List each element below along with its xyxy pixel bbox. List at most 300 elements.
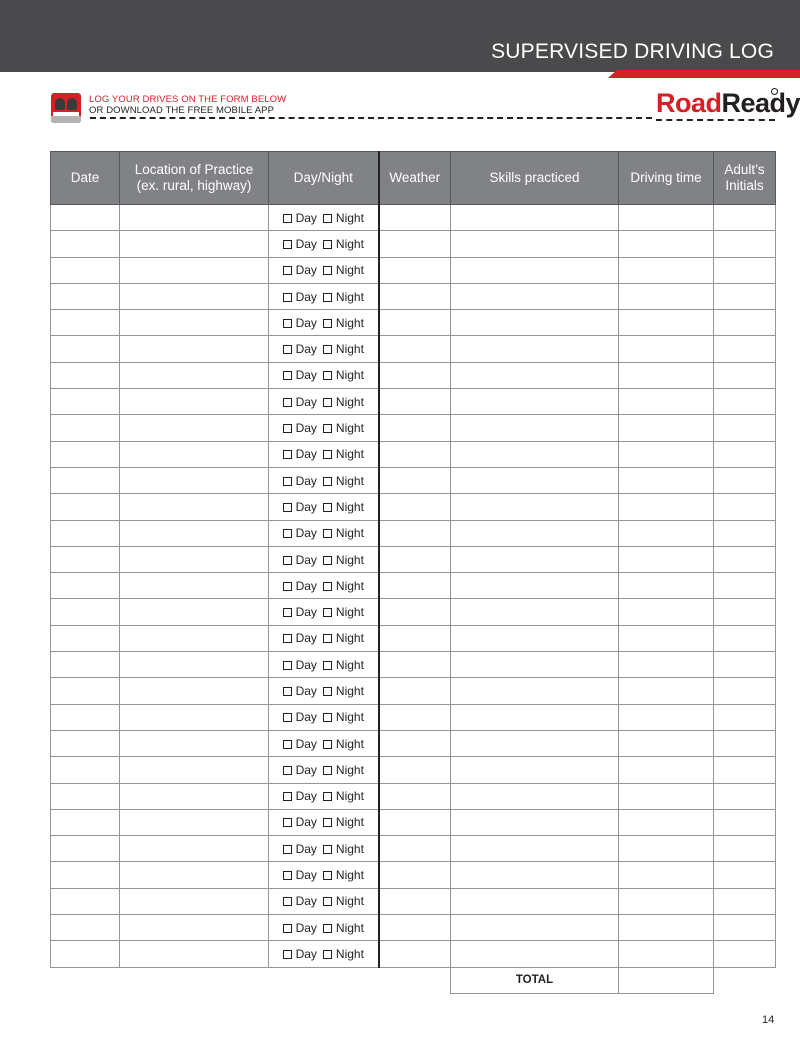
driving-time-cell[interactable] [619, 809, 714, 835]
night-label: Night [335, 894, 364, 909]
driving-time-cell[interactable] [619, 336, 714, 362]
weather-cell[interactable] [379, 862, 451, 888]
table-row [51, 783, 776, 809]
location-cell[interactable] [120, 599, 269, 625]
driving-time-cell[interactable] [619, 231, 714, 257]
skills-cell[interactable] [451, 941, 619, 967]
night-label: Night [335, 368, 364, 383]
day-checkbox[interactable] [283, 214, 292, 223]
day-label: Day [295, 499, 317, 514]
driving-time-cell[interactable] [619, 441, 714, 467]
weather-cell[interactable] [379, 888, 451, 914]
day-label: Day [295, 421, 317, 436]
date-cell[interactable] [51, 310, 120, 336]
night-checkbox[interactable] [323, 398, 332, 407]
driving-time-cell[interactable] [619, 678, 714, 704]
night-checkbox[interactable] [323, 608, 332, 617]
skills-cell[interactable] [451, 730, 619, 756]
location-cell[interactable] [120, 678, 269, 704]
driving-time-cell[interactable] [619, 757, 714, 783]
location-cell[interactable] [120, 467, 269, 493]
date-cell[interactable] [51, 652, 120, 678]
location-cell[interactable] [120, 625, 269, 651]
table-row [51, 520, 776, 546]
skills-cell[interactable] [451, 362, 619, 388]
weather-cell[interactable] [379, 520, 451, 546]
date-cell[interactable] [51, 467, 120, 493]
day-label: Day [295, 552, 317, 567]
day-checkbox[interactable] [283, 950, 292, 959]
driving-time-cell[interactable] [619, 573, 714, 599]
location-cell[interactable] [120, 310, 269, 336]
daynight-cell [269, 389, 379, 415]
initials-cell[interactable] [714, 283, 776, 309]
night-label: Night [335, 447, 364, 462]
weather-cell[interactable] [379, 441, 451, 467]
date-cell[interactable] [51, 205, 120, 231]
daynight-cell [269, 231, 379, 257]
weather-cell[interactable] [379, 336, 451, 362]
skills-cell[interactable] [451, 888, 619, 914]
initials-cell[interactable] [714, 730, 776, 756]
night-checkbox[interactable] [323, 687, 332, 696]
initials-cell[interactable] [714, 467, 776, 493]
location-cell[interactable] [120, 205, 269, 231]
date-cell[interactable] [51, 283, 120, 309]
day-label: Day [295, 789, 317, 804]
initials-cell[interactable] [714, 362, 776, 388]
skills-cell[interactable] [451, 257, 619, 283]
driving-time-cell[interactable] [619, 310, 714, 336]
day-label: Day [295, 631, 317, 646]
skills-cell[interactable] [451, 809, 619, 835]
header-weather: Weather [379, 152, 451, 205]
night-checkbox[interactable] [323, 450, 332, 459]
day-checkbox[interactable] [283, 818, 292, 827]
location-cell[interactable] [120, 783, 269, 809]
initials-cell[interactable] [714, 704, 776, 730]
daynight-cell [269, 336, 379, 362]
date-cell[interactable] [51, 941, 120, 967]
driving-time-cell[interactable] [619, 836, 714, 862]
table-row [51, 257, 776, 283]
driving-time-cell[interactable] [619, 915, 714, 941]
daynight-cell [269, 783, 379, 809]
daynight-cell [269, 888, 379, 914]
date-cell[interactable] [51, 783, 120, 809]
initials-cell[interactable] [714, 809, 776, 835]
night-label: Night [335, 315, 364, 330]
day-checkbox[interactable] [283, 424, 292, 433]
date-cell[interactable] [51, 730, 120, 756]
initials-cell[interactable] [714, 941, 776, 967]
skills-cell[interactable] [451, 546, 619, 572]
skills-cell[interactable] [451, 625, 619, 651]
date-cell[interactable] [51, 836, 120, 862]
driving-time-cell[interactable] [619, 625, 714, 651]
date-cell[interactable] [51, 494, 120, 520]
date-cell[interactable] [51, 915, 120, 941]
location-cell[interactable] [120, 362, 269, 388]
weather-cell[interactable] [379, 389, 451, 415]
night-checkbox[interactable] [323, 818, 332, 827]
driving-time-cell[interactable] [619, 389, 714, 415]
night-label: Night [335, 552, 364, 567]
header-location-line2: (ex. rural, highway) [136, 178, 252, 193]
night-checkbox[interactable] [323, 792, 332, 801]
daynight-cell [269, 520, 379, 546]
night-checkbox[interactable] [323, 924, 332, 933]
location-cell[interactable] [120, 757, 269, 783]
date-cell[interactable] [51, 625, 120, 651]
night-checkbox[interactable] [323, 634, 332, 643]
location-cell[interactable] [120, 809, 269, 835]
location-cell[interactable] [120, 283, 269, 309]
table-row [51, 415, 776, 441]
header-initials-line1: Adult’s [724, 162, 765, 177]
skills-cell[interactable] [451, 783, 619, 809]
night-checkbox[interactable] [323, 319, 332, 328]
weather-cell[interactable] [379, 783, 451, 809]
initials-cell[interactable] [714, 231, 776, 257]
weather-cell[interactable] [379, 467, 451, 493]
location-cell[interactable] [120, 257, 269, 283]
initials-cell[interactable] [714, 757, 776, 783]
night-checkbox[interactable] [323, 661, 332, 670]
day-checkbox[interactable] [283, 845, 292, 854]
day-label: Day [295, 342, 317, 357]
day-label: Day [295, 526, 317, 541]
table-row [51, 231, 776, 257]
initials-cell[interactable] [714, 915, 776, 941]
night-checkbox[interactable] [323, 713, 332, 722]
weather-cell[interactable] [379, 415, 451, 441]
location-cell[interactable] [120, 888, 269, 914]
night-checkbox[interactable] [323, 345, 332, 354]
date-cell[interactable] [51, 257, 120, 283]
daynight-cell [269, 915, 379, 941]
table-row [51, 599, 776, 625]
logo-ready: Ready [721, 88, 800, 118]
day-checkbox[interactable] [283, 293, 292, 302]
driving-time-cell[interactable] [619, 257, 714, 283]
day-checkbox[interactable] [283, 582, 292, 591]
weather-cell[interactable] [379, 205, 451, 231]
skills-cell[interactable] [451, 336, 619, 362]
weather-cell[interactable] [379, 915, 451, 941]
weather-cell[interactable] [379, 809, 451, 835]
night-checkbox[interactable] [323, 740, 332, 749]
weather-cell[interactable] [379, 836, 451, 862]
initials-cell[interactable] [714, 599, 776, 625]
day-checkbox[interactable] [283, 529, 292, 538]
date-cell[interactable] [51, 336, 120, 362]
location-cell[interactable] [120, 652, 269, 678]
weather-cell[interactable] [379, 599, 451, 625]
day-label: Day [295, 736, 317, 751]
night-checkbox[interactable] [323, 556, 332, 565]
driving-time-cell[interactable] [619, 520, 714, 546]
night-checkbox[interactable] [323, 240, 332, 249]
initials-cell[interactable] [714, 546, 776, 572]
table-row [51, 888, 776, 914]
day-checkbox[interactable] [283, 345, 292, 354]
driving-time-cell[interactable] [619, 888, 714, 914]
day-label: Day [295, 578, 317, 593]
skills-cell[interactable] [451, 231, 619, 257]
location-cell[interactable] [120, 915, 269, 941]
day-label: Day [295, 315, 317, 330]
night-checkbox[interactable] [323, 529, 332, 538]
day-checkbox[interactable] [283, 266, 292, 275]
day-checkbox[interactable] [283, 371, 292, 380]
skills-cell[interactable] [451, 915, 619, 941]
daynight-cell [269, 599, 379, 625]
night-checkbox[interactable] [323, 897, 332, 906]
night-checkbox[interactable] [323, 266, 332, 275]
weather-cell[interactable] [379, 704, 451, 730]
day-checkbox[interactable] [283, 450, 292, 459]
day-checkbox[interactable] [283, 398, 292, 407]
skills-cell[interactable] [451, 389, 619, 415]
weather-cell[interactable] [379, 494, 451, 520]
initials-cell[interactable] [714, 520, 776, 546]
date-cell[interactable] [51, 362, 120, 388]
night-label: Night [335, 789, 364, 804]
promo-line-1: LOG YOUR DRIVES ON THE FORM BELOW [89, 94, 287, 105]
location-cell[interactable] [120, 231, 269, 257]
initials-cell[interactable] [714, 836, 776, 862]
location-cell[interactable] [120, 546, 269, 572]
weather-cell[interactable] [379, 310, 451, 336]
weather-cell[interactable] [379, 941, 451, 967]
initials-cell[interactable] [714, 652, 776, 678]
night-checkbox[interactable] [323, 293, 332, 302]
day-checkbox[interactable] [283, 687, 292, 696]
skills-cell[interactable] [451, 757, 619, 783]
location-cell[interactable] [120, 862, 269, 888]
day-label: Day [295, 236, 317, 251]
weather-cell[interactable] [379, 678, 451, 704]
date-cell[interactable] [51, 809, 120, 835]
initials-cell[interactable] [714, 783, 776, 809]
night-label: Night [335, 762, 364, 777]
initials-cell[interactable] [714, 310, 776, 336]
night-checkbox[interactable] [323, 214, 332, 223]
weather-cell[interactable] [379, 573, 451, 599]
day-checkbox[interactable] [283, 661, 292, 670]
location-cell[interactable] [120, 494, 269, 520]
daynight-cell [269, 362, 379, 388]
date-cell[interactable] [51, 678, 120, 704]
date-cell[interactable] [51, 546, 120, 572]
day-checkbox[interactable] [283, 319, 292, 328]
skills-cell[interactable] [451, 573, 619, 599]
night-checkbox[interactable] [323, 477, 332, 486]
weather-cell[interactable] [379, 652, 451, 678]
table-row [51, 757, 776, 783]
driving-time-cell[interactable] [619, 862, 714, 888]
day-checkbox[interactable] [283, 871, 292, 880]
day-checkbox[interactable] [283, 766, 292, 775]
driving-time-cell[interactable] [619, 494, 714, 520]
day-label: Day [295, 815, 317, 830]
day-label: Day [295, 368, 317, 383]
driving-time-cell[interactable] [619, 205, 714, 231]
table-row [51, 652, 776, 678]
initials-cell[interactable] [714, 441, 776, 467]
date-cell[interactable] [51, 415, 120, 441]
driving-time-cell[interactable] [619, 415, 714, 441]
day-checkbox[interactable] [283, 897, 292, 906]
location-cell[interactable] [120, 573, 269, 599]
location-cell[interactable] [120, 415, 269, 441]
daynight-cell [269, 257, 379, 283]
skills-cell[interactable] [451, 862, 619, 888]
weather-cell[interactable] [379, 257, 451, 283]
night-checkbox[interactable] [323, 503, 332, 512]
weather-cell[interactable] [379, 231, 451, 257]
date-cell[interactable] [51, 862, 120, 888]
skills-cell[interactable] [451, 520, 619, 546]
date-cell[interactable] [51, 573, 120, 599]
night-label: Night [335, 868, 364, 883]
day-label: Day [295, 473, 317, 488]
location-cell[interactable] [120, 441, 269, 467]
table-row [51, 494, 776, 520]
driving-time-cell[interactable] [619, 652, 714, 678]
day-checkbox[interactable] [283, 634, 292, 643]
table-row [51, 625, 776, 651]
initials-cell[interactable] [714, 625, 776, 651]
skills-cell[interactable] [451, 310, 619, 336]
daynight-cell [269, 809, 379, 835]
date-cell[interactable] [51, 704, 120, 730]
registered-mark-icon [771, 88, 778, 95]
daynight-cell [269, 205, 379, 231]
location-cell[interactable] [120, 389, 269, 415]
skills-cell[interactable] [451, 704, 619, 730]
weather-cell[interactable] [379, 362, 451, 388]
skills-cell[interactable] [451, 283, 619, 309]
location-cell[interactable] [120, 836, 269, 862]
location-cell[interactable] [120, 336, 269, 362]
night-label: Night [335, 526, 364, 541]
weather-cell[interactable] [379, 283, 451, 309]
date-cell[interactable] [51, 231, 120, 257]
logo-road: Road [656, 88, 722, 118]
night-checkbox[interactable] [323, 371, 332, 380]
day-checkbox[interactable] [283, 556, 292, 565]
driving-time-cell[interactable] [619, 467, 714, 493]
table-row [51, 862, 776, 888]
weather-cell[interactable] [379, 757, 451, 783]
location-cell[interactable] [120, 704, 269, 730]
driving-time-cell[interactable] [619, 283, 714, 309]
table-row [51, 836, 776, 862]
initials-cell[interactable] [714, 257, 776, 283]
daynight-cell [269, 494, 379, 520]
location-cell[interactable] [120, 941, 269, 967]
skills-cell[interactable] [451, 652, 619, 678]
initials-cell[interactable] [714, 389, 776, 415]
skills-cell[interactable] [451, 599, 619, 625]
weather-cell[interactable] [379, 625, 451, 651]
date-cell[interactable] [51, 757, 120, 783]
night-checkbox[interactable] [323, 845, 332, 854]
daynight-cell [269, 310, 379, 336]
initials-cell[interactable] [714, 494, 776, 520]
skills-cell[interactable] [451, 836, 619, 862]
night-checkbox[interactable] [323, 424, 332, 433]
driving-time-cell[interactable] [619, 730, 714, 756]
date-cell[interactable] [51, 599, 120, 625]
skills-cell[interactable] [451, 441, 619, 467]
night-checkbox[interactable] [323, 766, 332, 775]
date-cell[interactable] [51, 441, 120, 467]
day-label: Day [295, 946, 317, 961]
day-checkbox[interactable] [283, 740, 292, 749]
skills-cell[interactable] [451, 205, 619, 231]
skills-cell[interactable] [451, 467, 619, 493]
car-seats-icon [51, 93, 81, 123]
day-checkbox[interactable] [283, 792, 292, 801]
driving-time-cell[interactable] [619, 783, 714, 809]
night-checkbox[interactable] [323, 582, 332, 591]
location-cell[interactable] [120, 730, 269, 756]
initials-cell[interactable] [714, 336, 776, 362]
location-cell[interactable] [120, 520, 269, 546]
initials-cell[interactable] [714, 573, 776, 599]
total-spacer-end [714, 967, 776, 993]
day-checkbox[interactable] [283, 924, 292, 933]
day-checkbox[interactable] [283, 713, 292, 722]
date-cell[interactable] [51, 520, 120, 546]
night-checkbox[interactable] [323, 871, 332, 880]
table-row [51, 389, 776, 415]
driving-time-cell[interactable] [619, 599, 714, 625]
night-label: Night [335, 946, 364, 961]
day-checkbox[interactable] [283, 477, 292, 486]
night-label: Night [335, 236, 364, 251]
initials-cell[interactable] [714, 888, 776, 914]
weather-cell[interactable] [379, 546, 451, 572]
initials-cell[interactable] [714, 678, 776, 704]
initials-cell[interactable] [714, 862, 776, 888]
header-skills: Skills practiced [451, 152, 619, 205]
skills-cell[interactable] [451, 678, 619, 704]
date-cell[interactable] [51, 389, 120, 415]
skills-cell[interactable] [451, 494, 619, 520]
day-checkbox[interactable] [283, 503, 292, 512]
initials-cell[interactable] [714, 205, 776, 231]
night-label: Night [335, 394, 364, 409]
roadready-logo [656, 88, 800, 119]
weather-cell[interactable] [379, 730, 451, 756]
driving-time-cell[interactable] [619, 546, 714, 572]
driving-time-cell[interactable] [619, 362, 714, 388]
driving-time-cell[interactable] [619, 941, 714, 967]
date-cell[interactable] [51, 888, 120, 914]
day-checkbox[interactable] [283, 240, 292, 249]
total-driving-time-cell[interactable] [619, 967, 714, 993]
driving-time-cell[interactable] [619, 704, 714, 730]
skills-cell[interactable] [451, 415, 619, 441]
header-location-line1: Location of Practice [134, 162, 254, 177]
initials-cell[interactable] [714, 415, 776, 441]
night-checkbox[interactable] [323, 950, 332, 959]
day-checkbox[interactable] [283, 608, 292, 617]
